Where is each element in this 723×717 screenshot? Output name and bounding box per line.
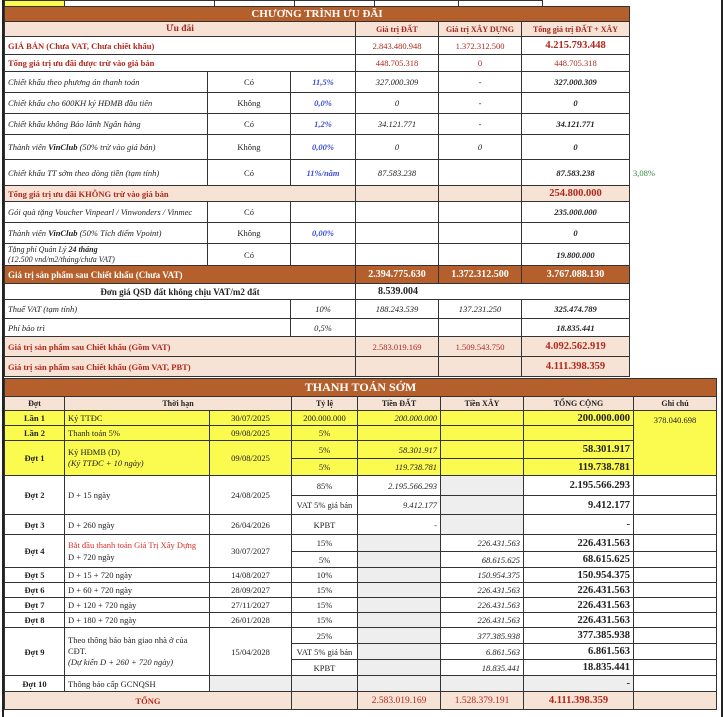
dot-label: Đợt 9 (5, 628, 65, 676)
thue-vat-label: Thuế VAT (tạm tính) (5, 300, 291, 319)
header-uu-dai: Ưu đãi (5, 22, 356, 37)
discount-tong[interactable]: 0 (522, 93, 630, 114)
discount-dat[interactable]: 327.000.309 (356, 72, 439, 93)
row-don-gia (5, 284, 717, 300)
payment-row-lan2 (5, 426, 717, 441)
gift-tong[interactable]: 0 (522, 223, 630, 244)
dot-rate[interactable]: KPBT (292, 515, 358, 535)
dot-tong[interactable]: - (524, 515, 634, 535)
discount-row (5, 114, 717, 135)
dot-dat[interactable]: - (358, 515, 441, 535)
dot-rate[interactable]: 25% (292, 628, 358, 644)
discount-rate[interactable]: 0,00% (291, 135, 356, 160)
row-sau-ck-chua-vat (5, 266, 717, 284)
tong-tru-xay[interactable]: 0 (439, 55, 522, 72)
sau-ck-gom-vat-tong[interactable]: 4.092.562.919 (522, 337, 630, 357)
gift-tong[interactable]: 235.000.000 (522, 202, 630, 223)
row-sau-ck-gom-vat-pbt (5, 357, 717, 377)
sau-ck-gom-vat-xay[interactable]: 1.509.543.750 (439, 337, 522, 357)
header-tien-xay: Tiền XÂY (441, 397, 524, 411)
dot-date[interactable]: 30/07/2025 (210, 411, 292, 426)
dot-desc: Ký HĐMB (D) (Ký TTĐC + 10 ngày) (65, 441, 210, 476)
header-ghi-chu: Ghi chú (634, 397, 717, 411)
discount-rate[interactable]: 0,0% (291, 93, 356, 114)
dot-desc: D + 15 + 720 ngày (65, 568, 210, 583)
dot-tong[interactable]: 150.954.375 (524, 568, 634, 583)
gift-apply[interactable]: Không (208, 223, 291, 244)
phi-bao-tri-tong[interactable]: 18.835.441 (522, 319, 630, 337)
dot-rate[interactable]: 15% (292, 613, 358, 628)
discount-dat[interactable]: 87.583.238 (356, 160, 439, 186)
gift-label: Thành viên VinClub (50% Tích điểm Vpoint) (5, 223, 208, 244)
dot-tong[interactable]: 58.301.917 (524, 441, 634, 459)
gia-ban-xay[interactable]: 1.372.312.500 (439, 37, 522, 55)
dot-date[interactable]: 26/01/2028 (210, 613, 292, 628)
total-xay[interactable]: 1.528.379.191 (441, 692, 524, 710)
dot-date[interactable]: 28/09/2027 (210, 583, 292, 598)
tong-tru-tong[interactable]: 448.705.318 (522, 55, 630, 72)
payment-total-row (5, 692, 717, 710)
gift-rate[interactable]: 0,00% (291, 223, 356, 244)
tong-tru-dat[interactable]: 448.705.318 (356, 55, 439, 72)
payment-table (4, 378, 717, 710)
dot-rate[interactable]: 5% (292, 552, 358, 568)
thue-vat-xay[interactable]: 137.231.250 (439, 300, 522, 319)
discount-xay[interactable]: - (439, 93, 522, 114)
gia-ban-label: GIÁ BÁN (Chưa VAT, Chưa chiết khấu) (5, 37, 356, 55)
dot-desc: Thanh toán 5% (65, 426, 210, 441)
gia-ban-dat[interactable]: 2.843.480.948 (356, 37, 439, 55)
dot-tong[interactable]: 68.615.625 (524, 552, 634, 568)
dot-label: Đợt 3 (5, 515, 65, 535)
discount-rate[interactable]: 11%/năm (291, 160, 356, 186)
dot-desc: Theo thông báo bàn giao nhà ở của CĐT. (Dự kiến D + 260 + 720 ngày) (65, 628, 210, 676)
payment-row-simple (5, 568, 717, 583)
dot-date[interactable]: 15/04/2028 (210, 628, 292, 676)
sau-ck-chua-vat-label: Giá trị sản phẩm sau Chiết khấu (Chưa VAT) (5, 266, 356, 284)
discount-dat[interactable]: 0 (356, 135, 439, 160)
payment-row-simple (5, 613, 717, 628)
dot-tong[interactable]: - (524, 676, 634, 692)
dot-desc: Bắt đầu thanh toán Giá Trị Xây Dựng D + 720 ngày (65, 535, 210, 568)
dot-xay[interactable]: 226.431.563 (441, 613, 524, 628)
sau-ck-gom-vat-pbt-label: Giá trị sản phẩm sau Chiết khấu (Gồm VAT, PBT) (5, 357, 356, 377)
discount-dat[interactable]: 34.121.771 (356, 114, 439, 135)
dot-label: Đợt 8 (5, 613, 65, 628)
discount-xay[interactable]: - (439, 72, 522, 93)
promo-banner: CHƯƠNG TRÌNH ƯU ĐÃI (5, 7, 630, 22)
gia-ban-tong[interactable]: 4.215.793.448 (522, 37, 630, 55)
dot-dat[interactable]: 2.195.566.293 (358, 476, 441, 496)
dot-label: Đợt 7 (5, 598, 65, 613)
gift-label: Gói quà tặng Voucher Vinpearl / Vinwonders / Vinmec (5, 202, 208, 223)
dot-date[interactable]: 09/08/2025 (210, 441, 292, 476)
sau-ck-chua-vat-xay[interactable]: 1.372.312.500 (439, 266, 522, 284)
dot-tong[interactable]: 9.412.177 (524, 496, 634, 515)
payment-row-dot9 (5, 628, 717, 644)
total-dat[interactable]: 2.583.019.169 (358, 692, 441, 710)
discount-apply[interactable]: Có (208, 114, 291, 135)
dot-tong[interactable]: 6.861.563 (524, 644, 634, 660)
dot-rate[interactable]: 5% (292, 441, 358, 459)
dot-rate[interactable]: VAT 5% giá bán (292, 644, 358, 660)
dot-xay[interactable]: 226.431.563 (441, 535, 524, 552)
dot-rate[interactable]: VAT 5% giá bán (292, 496, 358, 515)
dot-label: Đợt 4 (5, 535, 65, 568)
dot-rate[interactable]: 5% (292, 426, 358, 441)
dot-dat[interactable]: 9.412.177 (358, 496, 441, 515)
header-dot: Đợt (5, 397, 65, 411)
dot-rate[interactable]: 200.000.000 (292, 411, 358, 426)
dot-label: Đợt 6 (5, 583, 65, 598)
payment-row-dot3 (5, 515, 717, 535)
dot-label: Lần 2 (5, 426, 65, 441)
payment-row-dot2 (5, 476, 717, 496)
discount-row (5, 160, 717, 186)
row-gia-ban (5, 37, 717, 55)
gift-tong[interactable]: 19.800.000 (522, 244, 630, 266)
row-phi-bao-tri (5, 319, 717, 337)
dot-rate[interactable]: KPBT (292, 660, 358, 676)
header-tong: Tổng giá trị ĐẤT + XÂY (522, 22, 630, 37)
discount-row (5, 72, 717, 93)
dot-desc: Ký TTĐC (65, 411, 210, 426)
total-tong[interactable]: 4.111.398.359 (524, 692, 634, 710)
payment-row-dot10 (5, 676, 717, 692)
dot-date[interactable]: 24/08/2025 (210, 476, 292, 515)
dot-label: Đợt 2 (5, 476, 65, 515)
discount-label: Thành viên VinClub (50% trừ vào giá bán) (5, 135, 208, 160)
promo-table (4, 6, 717, 377)
dot-tong[interactable]: 226.431.563 (524, 535, 634, 552)
dot-tong[interactable]: 226.431.563 (524, 583, 634, 598)
ghi-chu-value[interactable]: 378.040.698 (634, 411, 717, 476)
header-thoi-han: Thời hạn (65, 397, 292, 411)
dot-dat[interactable]: 200.000.000 (358, 411, 441, 426)
dot-rate[interactable]: 15% (292, 583, 358, 598)
sau-ck-chua-vat-dat[interactable]: 2.394.775.630 (356, 266, 439, 284)
discount-apply[interactable]: Có (208, 72, 291, 93)
phi-bao-tri-rate[interactable]: 0,5% (291, 319, 356, 337)
dot-date[interactable]: 26/04/2026 (210, 515, 292, 535)
discount-rate[interactable]: 11,5% (291, 72, 356, 93)
dot-tong[interactable]: 18.835.441 (524, 660, 634, 676)
row-sau-ck-gom-vat (5, 337, 717, 357)
don-gia-value[interactable]: 8.539.004 (356, 284, 630, 300)
dot-date[interactable]: 30/07/2027 (210, 535, 292, 568)
dot-date[interactable]: 14/08/2027 (210, 568, 292, 583)
dot-rate[interactable]: 15% (292, 535, 358, 552)
discount-label: Chiết khấu không Bảo lãnh Ngân hàng (5, 114, 208, 135)
dot-label: Lần 1 (5, 411, 65, 426)
thue-vat-tong[interactable]: 325.474.789 (522, 300, 630, 319)
discount-apply[interactable]: Có (208, 160, 291, 186)
discount-rate[interactable]: 1,2% (291, 114, 356, 135)
discount-note: 3,08% (633, 167, 655, 178)
payment-row-simple (5, 598, 717, 613)
dot-desc: D + 260 ngày (65, 515, 210, 535)
dot-label: Đợt 5 (5, 568, 65, 583)
discount-tong[interactable]: 34.121.771 (522, 114, 630, 135)
dot-tong[interactable]: 200.000.000 (524, 411, 634, 426)
total-label: TỔNG (5, 692, 292, 710)
dot-rate[interactable]: 15% (292, 598, 358, 613)
thue-vat-rate[interactable]: 10% (291, 300, 356, 319)
payment-row-simple (5, 583, 717, 598)
dot-rate[interactable]: 5% (292, 459, 358, 476)
gift-apply[interactable]: Có (208, 244, 291, 266)
gift-row (5, 244, 717, 266)
discount-apply[interactable]: Không (208, 93, 291, 114)
tong-tru-label: Tổng giá trị ưu đãi được trừ vào giá bán (5, 55, 356, 72)
dot-label: Đợt 1 (5, 441, 65, 476)
dot-dat[interactable]: 119.738.781 (358, 459, 441, 476)
phi-bao-tri-label: Phí bảo trì (5, 319, 291, 337)
dot-rate[interactable]: 85% (292, 476, 358, 496)
discount-xay[interactable]: - (439, 114, 522, 135)
header-xay: Giá trị XÂY DỰNG (439, 22, 522, 37)
row-tong-tru (5, 55, 717, 72)
discount-label: Chiết khấu TT sớm theo dòng tiền (tạm tính) (5, 160, 208, 186)
discount-xay[interactable] (439, 160, 522, 186)
row-thue-vat (5, 300, 717, 319)
dot-xay[interactable]: 226.431.563 (441, 598, 524, 613)
row-tong-khong-tru (5, 186, 717, 202)
thue-vat-dat[interactable]: 188.243.539 (356, 300, 439, 319)
discount-row (5, 93, 717, 114)
header-dat: Giá trị ĐẤT (356, 22, 439, 37)
discount-label: Chiết khấu cho 600KH ký HĐMB đầu tiên (5, 93, 208, 114)
dot-date[interactable]: 09/08/2025 (210, 426, 292, 441)
tong-khong-tru-tong[interactable]: 254.800.000 (522, 186, 630, 202)
sau-ck-chua-vat-tong[interactable]: 3.767.088.130 (522, 266, 630, 284)
dot-rate[interactable]: 10% (292, 568, 358, 583)
sau-ck-gom-vat-pbt-tong[interactable]: 4.111.398.359 (522, 357, 630, 377)
dot-tong[interactable]: 226.431.563 (524, 613, 634, 628)
dot-tong[interactable]: 226.431.563 (524, 598, 634, 613)
dot-xay[interactable]: 377.385.938 (441, 628, 524, 644)
discount-row (5, 135, 717, 160)
payment-banner: THANH TOÁN SỚM (5, 379, 717, 397)
dot-desc: Thông báo cấp GCNQSH (65, 676, 210, 692)
gift-rate[interactable] (291, 202, 356, 223)
gift-row (5, 202, 717, 223)
gift-row (5, 223, 717, 244)
discount-dat[interactable]: 0 (356, 93, 439, 114)
dot-xay[interactable]: 6.861.563 (441, 644, 524, 660)
dot-label: Đợt 10 (5, 676, 65, 692)
discount-label: Chiết khấu theo phương án thanh toán (5, 72, 208, 93)
dot-desc: D + 180 + 720 ngày (65, 613, 210, 628)
payment-row-dot4 (5, 535, 717, 552)
dot-desc: D + 15 ngày (65, 476, 210, 515)
discount-tong[interactable]: 327.000.309 (522, 72, 630, 93)
dot-xay[interactable]: 68.615.625 (441, 552, 524, 568)
dot-date[interactable]: 27/11/2027 (210, 598, 292, 613)
dot-dat[interactable]: 58.301.917 (358, 441, 441, 459)
dot-xay[interactable]: 226.431.563 (441, 583, 524, 598)
don-gia-label: Đơn giá QSD đất không chịu VAT/m2 đất (5, 284, 356, 300)
dot-tong[interactable]: 119.738.781 (524, 459, 634, 476)
gift-label: Tặng phí Quản Lý 24 tháng (12.500 vnd/m2/tháng/chưa VAT) (5, 244, 208, 266)
discount-xay[interactable]: 0 (439, 135, 522, 160)
discount-apply[interactable]: Không (208, 135, 291, 160)
dot-xay[interactable]: 150.954.375 (441, 568, 524, 583)
dot-desc: D + 60 + 720 ngày (65, 583, 210, 598)
discount-tong[interactable]: 87.583.238 (522, 160, 630, 186)
payment-row-lan1 (5, 411, 717, 426)
dot-tong[interactable]: 2.195.566.293 (524, 476, 634, 496)
header-tong: TỔNG CỘNG (524, 397, 634, 411)
header-tien-dat: Tiền ĐẤT (358, 397, 441, 411)
payment-row-dot1 (5, 441, 717, 459)
sau-ck-gom-vat-dat[interactable]: 2.583.019.169 (356, 337, 439, 357)
header-ty-le: Tỷ lệ (292, 397, 358, 411)
sau-ck-gom-vat-label: Giá trị sản phẩm sau Chiết khấu (Gồm VAT) (5, 337, 356, 357)
gift-rate[interactable] (291, 244, 356, 266)
discount-tong[interactable]: 0 (522, 135, 630, 160)
dot-tong[interactable]: 377.385.938 (524, 628, 634, 644)
dot-desc: D + 120 + 720 ngày (65, 598, 210, 613)
tong-khong-tru-label: Tổng giá trị ưu đãi KHÔNG trừ vào giá bán (5, 186, 356, 202)
dot-xay[interactable]: 18.835.441 (441, 660, 524, 676)
gift-apply[interactable]: Có (208, 202, 291, 223)
